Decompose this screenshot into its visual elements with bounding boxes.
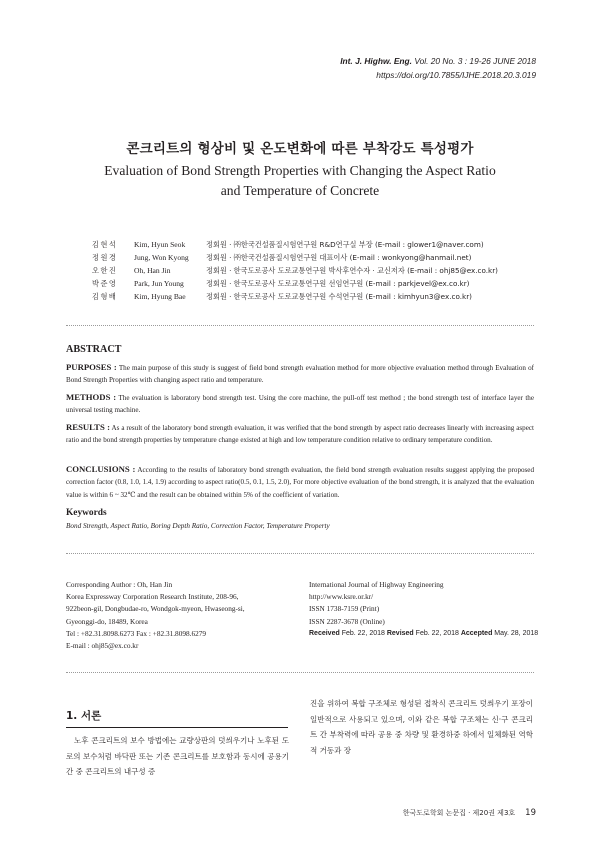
introduction-left-column: 노후 콘크리트의 보수 방법에는 교량상판의 덧씌우기나 노후된 도로의 보수처럼 바닥판 또는 기존 콘크리트를 보호함과 동시에 공용기간 중 콘크리트의 내구성 증 bbox=[66, 736, 289, 776]
accepted-label: Accepted bbox=[460, 629, 493, 637]
conclusions-text: According to the results of laboratory bond strength evaluation, the field bond strength evaluation results suggest applying the proposed correction factor (0.8, 1.0, 1.4, 1.9) according to aspect ratio(0.5, 0.1, 1.5, 2.0), For more objective evaluation of the bond strength, it is analyzed that the evaluation value is within 6 ~ 32℃ and the result can be obtained within 5% of the coefficient of variation. bbox=[66, 466, 534, 499]
heading-underline bbox=[66, 727, 288, 728]
results-text: As a result of the laboratory bond strength evaluation, it was verified that the bond strength by aspect ratio decreases linearly with increasing aspect ratio and the bond strength properties by temperature change existed at high and low temperature condition relative to ordinary temperature condition. bbox=[66, 424, 534, 445]
title-english-line2: and Temperature of Concrete bbox=[220, 183, 380, 198]
author-row bbox=[92, 264, 498, 277]
author-list bbox=[92, 238, 498, 303]
author-name-korean: 김형배 bbox=[92, 292, 118, 301]
author-affiliation: 정회원 · 한국도로공사 도로교통연구원 박사후연수자 · 교신저자 (E-mail : ohj85@ex.co.kr) bbox=[206, 266, 498, 275]
divider bbox=[66, 553, 534, 554]
author-affiliation: 정회원 · 한국도로공사 도로교통연구원 선임연구원 (E-mail : parkjevel@ex.co.kr) bbox=[206, 279, 470, 288]
author-name-english: Jung, Won Kyong bbox=[134, 253, 189, 262]
divider bbox=[66, 672, 534, 673]
page-footer bbox=[403, 808, 536, 818]
author-row bbox=[92, 238, 498, 251]
author-row bbox=[92, 277, 498, 290]
author-name-korean: 오한진 bbox=[92, 266, 118, 275]
abstract-purposes bbox=[66, 361, 534, 387]
title-english bbox=[60, 161, 540, 201]
author-name-english: Park, Jun Young bbox=[134, 279, 184, 288]
corresponding-author-block bbox=[66, 579, 245, 652]
correspondence-phone-fax: Tel : +82.31.8098.6273 Fax : +82.31.8098.6279 bbox=[66, 628, 207, 638]
journal-volume: Vol. 20 No. 3 : 19-26 JUNE 2018 bbox=[414, 56, 536, 66]
abstract-methods bbox=[66, 391, 534, 417]
journal-name: Int. J. Highw. Eng. bbox=[340, 56, 412, 66]
keywords-heading: Keywords bbox=[66, 508, 107, 518]
author-name-english: Oh, Han Jin bbox=[134, 266, 171, 275]
submission-dates bbox=[309, 628, 538, 640]
received-label: Received bbox=[309, 629, 340, 637]
purposes-label: PURPOSES : bbox=[66, 362, 117, 372]
methods-text: The evaluation is laboratory bond strength test. Using the core machine, the pull-off test method ; the bond strength test of interface layer the universal testing machine. bbox=[66, 394, 534, 415]
author-row bbox=[92, 290, 498, 303]
methods-label: METHODS : bbox=[66, 392, 117, 402]
abstract-conclusions bbox=[66, 463, 534, 501]
abstract-heading: ABSTRACT bbox=[66, 344, 122, 355]
journal-info-block bbox=[309, 579, 538, 640]
revised-date: Feb. 22, 2018 bbox=[415, 629, 459, 637]
correspondence-email: E-mail : ohj85@ex.co.kr bbox=[66, 641, 139, 651]
journal-website[interactable]: http://www.ksre.or.kr/ bbox=[309, 592, 374, 602]
title-korean: 콘크리트의 형상비 및 온도변화에 따른 부착강도 특성평가 bbox=[126, 141, 474, 157]
abstract-results bbox=[66, 421, 534, 447]
received-date: Feb. 22, 2018 bbox=[341, 629, 385, 637]
doi-link[interactable]: https://doi.org/10.7855/IJHE.2018.20.3.019 bbox=[376, 70, 536, 80]
results-label: RESULTS : bbox=[66, 422, 111, 432]
author-name-korean: 정원경 bbox=[92, 253, 118, 262]
purposes-text: The main purpose of this study is suggest of field bond strength evaluation method for more objective evaluation method through Evaluation of Bond Strength Properties with changing aspect ratio and temperature. bbox=[66, 364, 534, 385]
author-name-korean: 김현석 bbox=[92, 240, 118, 249]
journal-full-name: International Journal of Highway Engineering bbox=[309, 580, 444, 589]
author-name-korean: 박준영 bbox=[92, 279, 118, 288]
correspondence-address: Korea Expressway Corporation Research Institute, 208-96, bbox=[66, 592, 239, 602]
correspondence-address: Gyeonggi-do, 18489, Korea bbox=[66, 616, 148, 626]
correspondence-address: 922beon-gil, Dongbudae-ro, Wondgok-myeon, Hwaseong-si, bbox=[66, 604, 245, 614]
author-name-english: Kim, Hyung Bae bbox=[134, 292, 186, 301]
author-affiliation: 정회원 · ㈜한국건설품질시험연구원 R&D연구실 부장 (E-mail : glower1@naver.com) bbox=[206, 240, 484, 249]
author-name-english: Kim, Hyun Seok bbox=[134, 240, 186, 249]
footer-journal: 한국도로학회 논문집 · 제20권 제3호 bbox=[402, 809, 516, 817]
author-affiliation: 정회원 · ㈜한국건설품질시험연구원 대표이사 (E-mail : wonkyong@hanmail.net) bbox=[206, 253, 472, 262]
author-affiliation: 정회원 · 한국도로공사 도로교통연구원 수석연구원 (E-mail : kimhyun3@ex.co.kr) bbox=[206, 292, 472, 301]
title-english-line1: Evaluation of Bond Strength Properties with Changing the Aspect Ratio bbox=[104, 163, 496, 178]
journal-citation bbox=[340, 56, 536, 66]
page-number: 19 bbox=[525, 808, 536, 818]
revised-label: Revised bbox=[386, 629, 414, 637]
keywords-text: Bond Strength, Aspect Ratio, Boring Depth Ratio, Correction Factor, Temperature Property bbox=[66, 522, 330, 530]
issn-online: ISSN 2287-3678 (Online) bbox=[309, 616, 385, 626]
corresponding-author: Corresponding Author : Oh, Han Jin bbox=[66, 580, 173, 589]
accepted-date: May. 28, 2018 bbox=[494, 629, 539, 637]
introduction-right-column: 진을 위하여 복합 구조체로 형성된 접착식 콘크리트 덧씌우기 포장이 일반적으로 사용되고 있으며, 이와 같은 복합 구조체는 신·구 콘크리트 간 부착력에 따라 공용 중 차량 및 환경하중 하에서 일체화된 역학적 거동과 장 bbox=[310, 699, 533, 755]
conclusions-label: CONCLUSIONS : bbox=[66, 464, 136, 474]
introduction-heading: 1. 서론 bbox=[66, 710, 102, 722]
issn-print: ISSN 1738-7159 (Print) bbox=[309, 604, 380, 614]
divider bbox=[66, 325, 534, 326]
author-row bbox=[92, 251, 498, 264]
